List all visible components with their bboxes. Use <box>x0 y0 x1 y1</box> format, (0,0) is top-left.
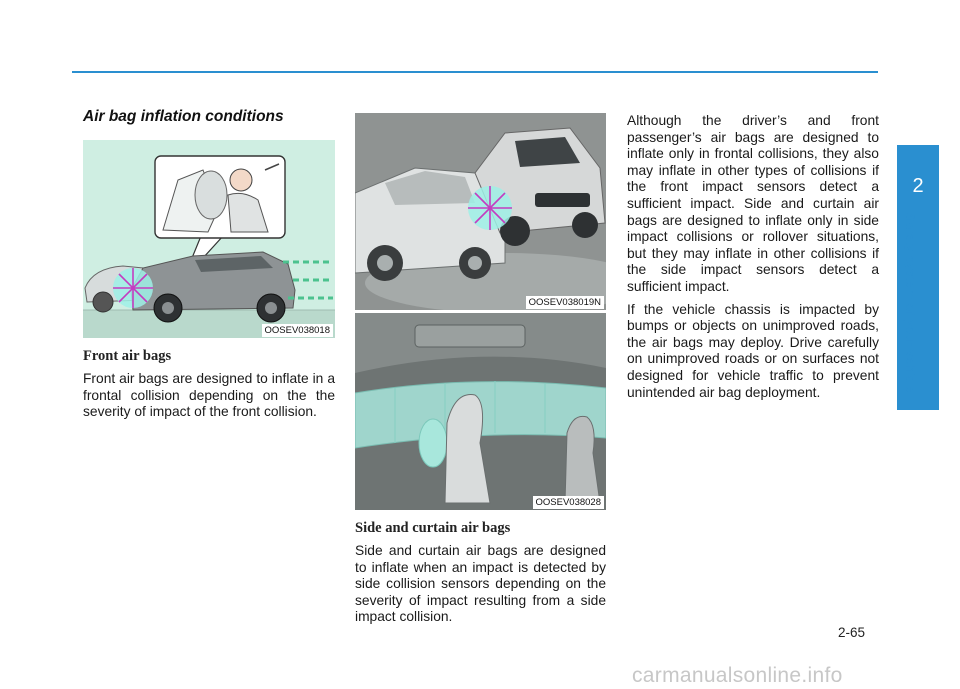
page-number: 2-65 <box>838 625 866 640</box>
paragraph-side-airbags: Side and curtain air bags are designed to inflate when an impact is detected by side collision sensors depending on the severity of impact resulting from a side impact collision. <box>355 543 606 625</box>
paragraph-other-collisions: Although the driver’s and front passenger’s air bags are designed to inflate only in frontal collisions, they also may inflate in other types of collisions if the front impact sensors detect a sufficient impact. Side and curtain air bags are designed to inflate only in side impact collisions or rollover situations, but they may inflate in other collisions if the side impact sensors detect a sufficient impact. <box>627 113 879 294</box>
front-airbag-figure <box>83 140 335 338</box>
side-collision-illustration <box>355 113 606 310</box>
chapter-title <box>903 213 928 403</box>
subheading-side-airbags: Side and curtain air bags <box>355 520 511 536</box>
top-rule <box>72 71 878 73</box>
paragraph-front-airbags: Front air bags are designed to inflate in a frontal collision depending on the the severity of impact of the front collision. <box>83 371 335 420</box>
side-collision-figure <box>355 113 606 310</box>
figure-label: OOSEV038019N <box>526 296 604 309</box>
section-title: Air bag inflation conditions <box>83 108 284 125</box>
chapter-title-text: Safety system of your vehicle <box>903 213 918 394</box>
figure-label: OOSEV038018 <box>262 324 334 337</box>
watermark: carmanualsonline.info <box>632 664 843 687</box>
front-collision-illustration <box>83 140 335 338</box>
curtain-airbag-illustration <box>355 313 606 510</box>
paragraph-unimproved-roads: If the vehicle chassis is impacted by bumps or objects on unimproved roads, the air bags may deploy. Drive carefully on unimproved roads or on surfaces not designed for vehicle traffic to prevent unintended air bag deployment. <box>627 301 879 400</box>
figure-label: OOSEV038028 <box>533 496 605 509</box>
column-front-airbags <box>83 108 335 421</box>
column-other-collisions <box>627 113 879 401</box>
column-side-airbags <box>355 113 606 626</box>
chapter-number: 2 <box>912 175 924 197</box>
curtain-airbag-figure <box>355 313 606 510</box>
subheading-front-airbags: Front air bags <box>83 348 172 364</box>
